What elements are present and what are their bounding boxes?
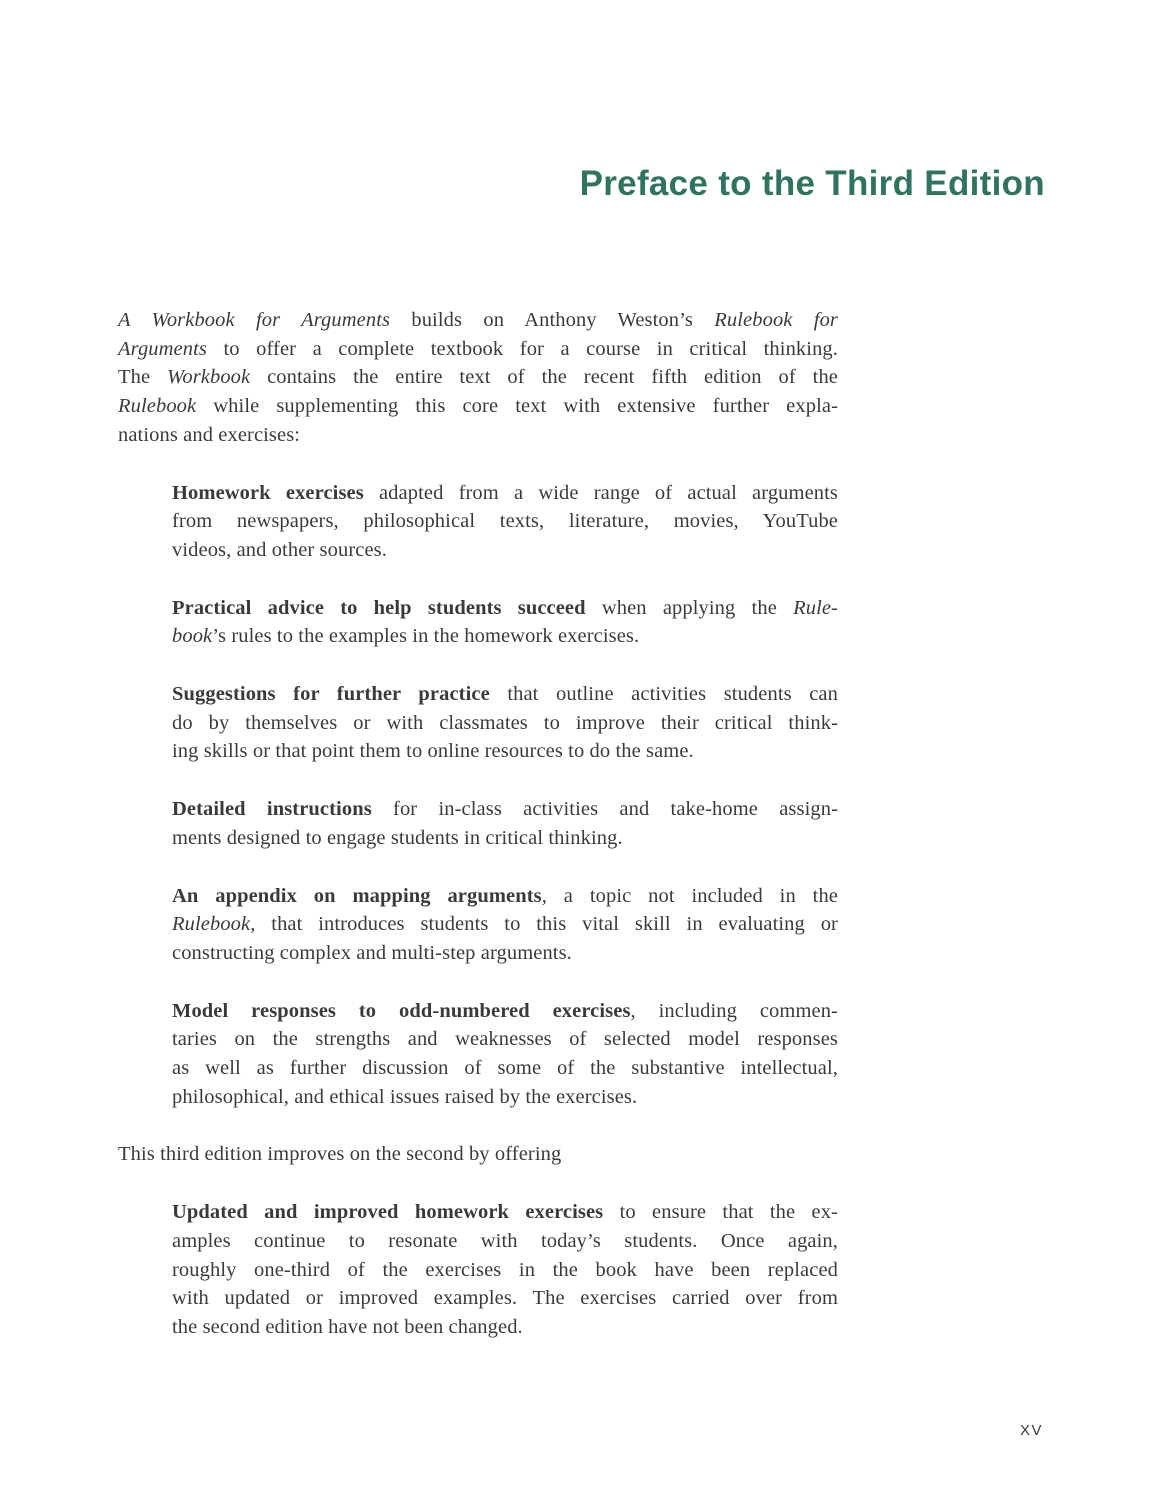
- text-line: [118, 306, 838, 335]
- text-line: [172, 536, 838, 565]
- text-line: [172, 1025, 838, 1054]
- text-run: ing skills or that point them to online resources to do the same.: [172, 740, 694, 763]
- text-line: [172, 507, 838, 536]
- text-run: Arguments: [118, 337, 207, 360]
- text-run: while supplementing this core text with extensive further expla-: [196, 395, 838, 418]
- text-run: with updated or improved examples. The exercises carried over from: [172, 1287, 838, 1310]
- page-number: xv: [1019, 1417, 1043, 1440]
- text-run: taries on the strengths and weaknesses of selected model responses: [172, 1028, 838, 1051]
- text-run: , including commen-: [630, 999, 838, 1022]
- text-run: amples continue to resonate with today’s students. Once again,: [172, 1229, 838, 1252]
- text-line: [172, 997, 838, 1026]
- text-run: as well as further discussion of some of the substantive intellectual,: [172, 1057, 838, 1080]
- text-line: [118, 335, 838, 364]
- paragraph: [172, 479, 838, 565]
- text-run: do by themselves or with classmates to improve their critical think-: [172, 711, 838, 734]
- text-run: Practical advice to help students succeed: [172, 596, 586, 619]
- text-run: videos, and other sources.: [172, 538, 387, 561]
- text-line: [172, 479, 838, 508]
- text-line: [172, 594, 838, 623]
- text-run: This third edition improves on the second by offering: [118, 1143, 562, 1166]
- text-line: [172, 622, 838, 651]
- text-line: [172, 939, 838, 968]
- text-line: [172, 1313, 838, 1342]
- text-line: [172, 737, 838, 766]
- text-run: philosophical, and ethical issues raised by the exercises.: [172, 1085, 638, 1108]
- text-line: [172, 680, 838, 709]
- paragraph: [172, 795, 838, 852]
- text-run: nations and exercises:: [118, 423, 301, 446]
- text-run: The: [118, 366, 168, 389]
- text-run: ’s rules to the examples in the homework exercises.: [212, 625, 640, 648]
- text-run: the second edition have not been changed.: [172, 1315, 523, 1338]
- text-line: [118, 421, 838, 450]
- text-run: Workbook: [167, 366, 251, 389]
- text-line: [172, 795, 838, 824]
- text-run: Detailed instructions: [172, 798, 372, 821]
- text-run: A Workbook for Arguments: [118, 309, 391, 331]
- paragraph: [172, 997, 838, 1112]
- text-line: [172, 1054, 838, 1083]
- content: [118, 306, 838, 1342]
- text-line: [172, 709, 838, 738]
- text-line: [172, 882, 838, 911]
- paragraph: [172, 882, 838, 968]
- text-run: that outline activities students can: [489, 683, 838, 706]
- text-run: to offer a complete textbook for a course in critical thinking.: [206, 337, 838, 360]
- text-line: [172, 1256, 838, 1285]
- text-run: Rulebook for: [714, 309, 838, 331]
- text-run: from newspapers, philosophical texts, literature, movies, YouTube: [172, 510, 838, 533]
- text-run: adapted from a wide range of actual arguments: [363, 481, 838, 504]
- text-run: roughly one-third of the exercises in the book have been replaced: [172, 1258, 838, 1281]
- text-line: [172, 824, 838, 853]
- text-run: to ensure that the ex-: [603, 1201, 838, 1224]
- paragraph: [118, 306, 838, 450]
- text-line: [118, 363, 838, 392]
- text-run: Model responses to odd-numbered exercises: [172, 999, 631, 1022]
- text-run: constructing complex and multi-step arguments.: [172, 941, 572, 964]
- text-line: [172, 910, 838, 939]
- page-title: Preface to the Third Edition: [579, 164, 1045, 203]
- text-run: for in-class activities and take-home assign-: [371, 798, 838, 821]
- text-run: book: [172, 625, 213, 648]
- paragraph: [172, 594, 838, 651]
- text-run: Homework exercises: [172, 481, 364, 504]
- text-line: [172, 1227, 838, 1256]
- text-run: builds on Anthony Weston’s: [390, 309, 715, 331]
- text-run: Updated and improved homework exercises: [172, 1201, 604, 1224]
- text-run: Suggestions for further practice: [172, 683, 490, 706]
- text-run: ments designed to engage students in critical thinking.: [172, 826, 623, 849]
- paragraph: [118, 1140, 838, 1169]
- text-run: An appendix on mapping arguments: [172, 884, 542, 907]
- text-line: [172, 1284, 838, 1313]
- text-line: [118, 392, 838, 421]
- text-run: Rule-: [793, 596, 838, 619]
- text-run: Rulebook: [172, 913, 251, 936]
- text-line: [172, 1198, 838, 1227]
- text-line: [172, 1083, 838, 1112]
- paragraph: [172, 1198, 838, 1342]
- paragraph: [172, 680, 838, 766]
- text-run: Rulebook: [118, 395, 197, 418]
- text-run: , that introduces students to this vital skill in evaluating or: [250, 913, 838, 936]
- text-run: contains the entire text of the recent fifth edition of the: [250, 366, 838, 389]
- text-line: [118, 1140, 838, 1169]
- text-run: when applying the: [585, 596, 794, 619]
- text-run: , a topic not included in the: [541, 884, 839, 907]
